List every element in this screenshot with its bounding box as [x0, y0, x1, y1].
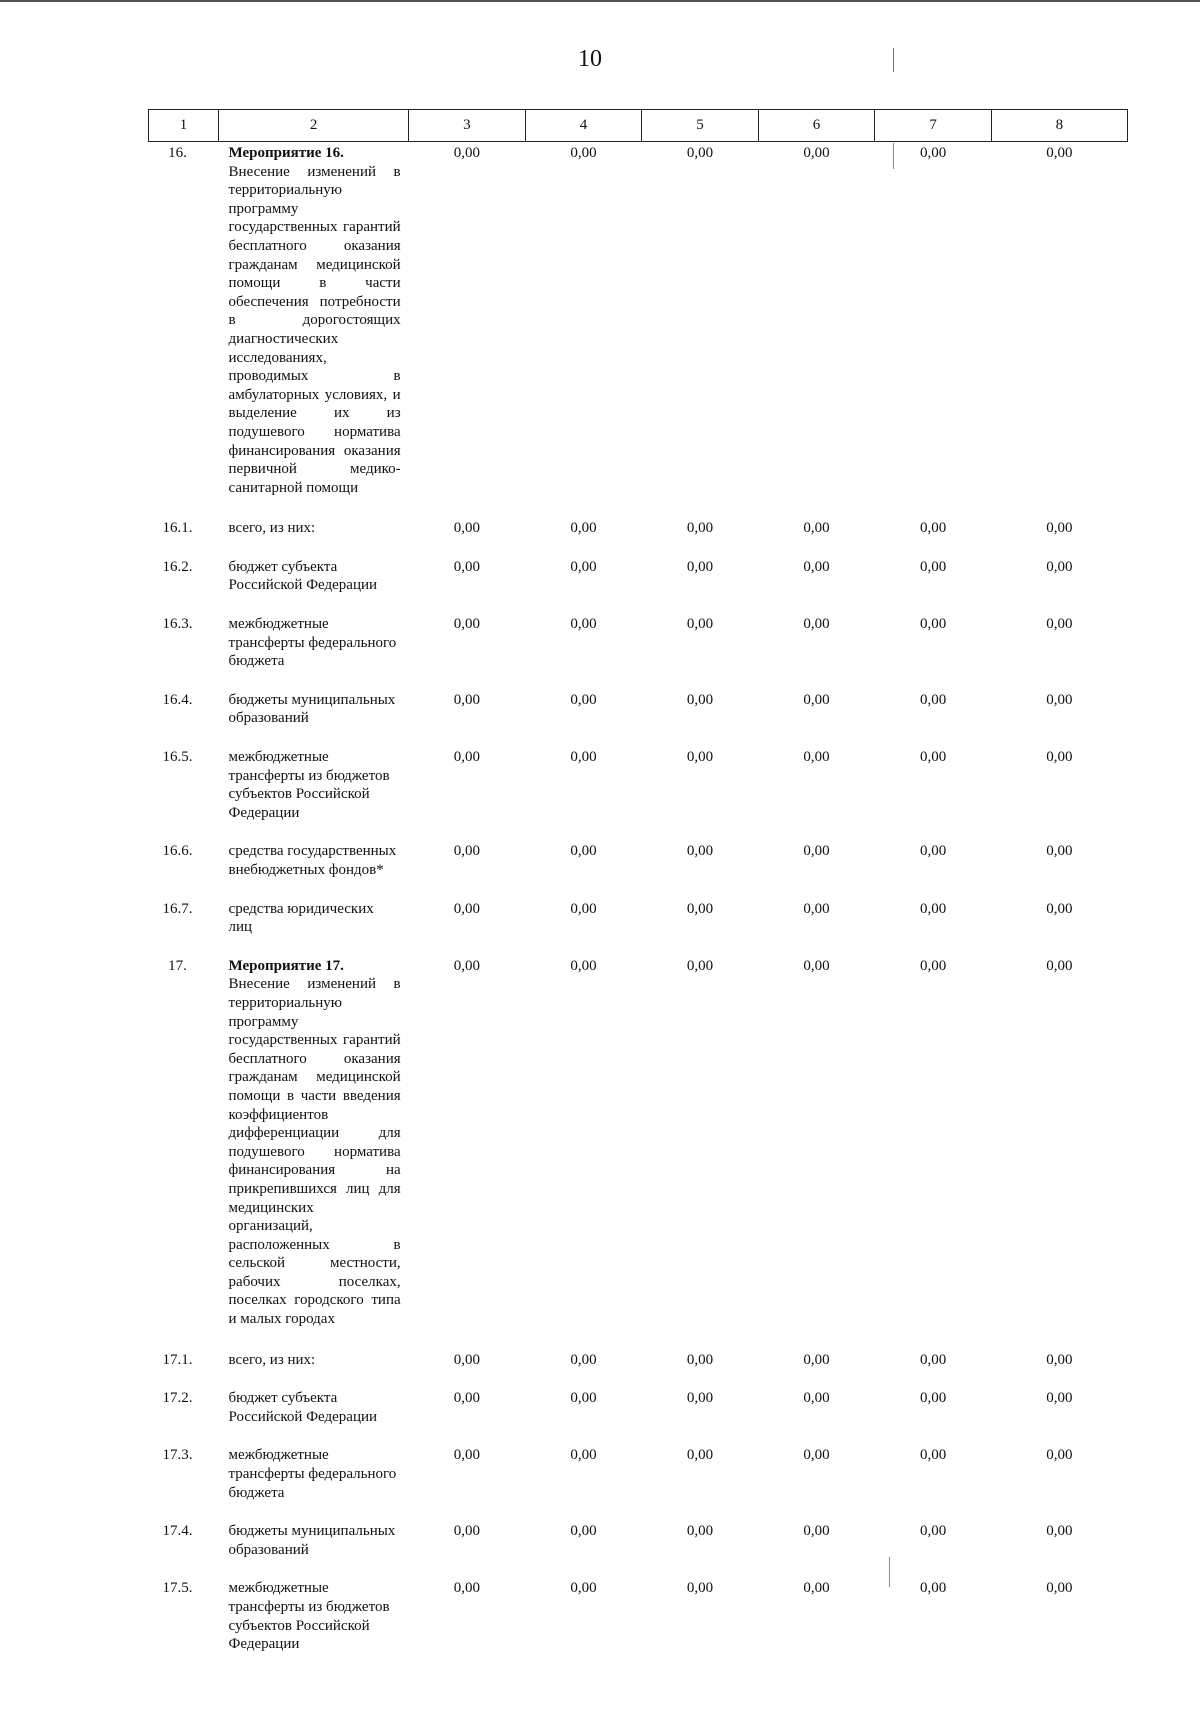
- value-cell: 0,00: [686, 616, 714, 633]
- value-cell: 0,00: [570, 1447, 597, 1464]
- row-name-cell: [219, 957, 409, 1351]
- value-cell: 0,00: [686, 145, 714, 161]
- value-cell: 0,00: [803, 145, 830, 161]
- value-cell: 0,00: [453, 957, 481, 974]
- funding-source-label: бюджет субъекта Российской Федерации: [228, 558, 378, 594]
- value-cell: 0,00: [570, 1523, 597, 1540]
- row-number: 17.: [168, 957, 187, 974]
- funding-source-label: межбюджетные трансферты федерального бюджета: [228, 616, 397, 670]
- table-row: [149, 1446, 1128, 1522]
- table-body: [149, 142, 1128, 1674]
- column-header: 6: [758, 110, 875, 142]
- row-name-cell: [219, 1522, 409, 1579]
- value-cell: 0,00: [1046, 900, 1073, 917]
- funding-source-label: всего, из них:: [228, 520, 316, 537]
- value-cell: 0,00: [570, 145, 597, 161]
- value-cell: 0,00: [453, 520, 481, 537]
- value-cell: 0,00: [803, 957, 830, 974]
- value-cell: 0,00: [570, 1580, 597, 1597]
- value-cell: 0,00: [803, 520, 830, 537]
- event-row: [149, 142, 1128, 520]
- row-number: 16.4.: [162, 691, 193, 708]
- column-header: 1: [149, 110, 219, 142]
- row-number: 16.: [168, 145, 187, 161]
- row-name-cell: [219, 1579, 409, 1673]
- value-cell: 0,00: [919, 900, 947, 917]
- row-number: 16.5.: [162, 749, 193, 766]
- event-row: [149, 957, 1128, 1351]
- row-name-cell: [219, 900, 409, 957]
- row-name-cell: [219, 748, 409, 842]
- value-cell: 0,00: [919, 691, 947, 708]
- value-cell: 0,00: [803, 1351, 830, 1368]
- top-border-line: [0, 0, 1200, 2]
- value-cell: 0,00: [686, 1523, 714, 1540]
- table-row: [149, 1351, 1128, 1390]
- value-cell: 0,00: [686, 900, 714, 917]
- scan-tick-mark: [893, 48, 894, 72]
- value-cell: 0,00: [1046, 749, 1073, 766]
- row-name-cell: [219, 1389, 409, 1446]
- value-cell: 0,00: [570, 616, 597, 633]
- scan-mark-line: [893, 143, 894, 169]
- value-cell: 0,00: [570, 1351, 597, 1368]
- row-number: 16.1.: [162, 520, 193, 537]
- column-header: 4: [525, 110, 642, 142]
- value-cell: 0,00: [570, 520, 597, 537]
- value-cell: 0,00: [570, 558, 597, 575]
- scan-mark-line: [889, 1557, 890, 1587]
- value-cell: 0,00: [686, 749, 714, 766]
- event-description: Внесение изменений в территориальную программу государственных гарантий бесплатного оказания гражданам медицинской помощи в части обеспечения потребности в дорогостоящих диагностических исследованиях, проводимых в амбулаторных условиях, и выделение их из подушевого норматива финансирования оказания первичной медико-санитарной помощи: [228, 163, 401, 496]
- financing-table: [148, 109, 1128, 1674]
- value-cell: 0,00: [919, 1390, 947, 1407]
- value-cell: 0,00: [803, 843, 830, 860]
- value-cell: 0,00: [803, 900, 830, 917]
- value-cell: 0,00: [1046, 1523, 1073, 1540]
- table-row: [149, 1522, 1128, 1579]
- value-cell: 0,00: [570, 749, 597, 766]
- value-cell: 0,00: [803, 691, 830, 708]
- value-cell: 0,00: [686, 843, 714, 860]
- row-number: 16.2.: [162, 558, 193, 575]
- value-cell: 0,00: [686, 1447, 714, 1464]
- row-name-cell: [219, 691, 409, 748]
- table-row: [149, 519, 1128, 558]
- table-row: [149, 748, 1128, 842]
- row-number: 17.2.: [162, 1390, 193, 1407]
- row-name-cell: [219, 842, 409, 899]
- row-name-cell: [219, 558, 409, 615]
- event-title: Мероприятие 16.: [228, 145, 344, 161]
- value-cell: 0,00: [803, 1580, 830, 1597]
- value-cell: 0,00: [803, 1447, 830, 1464]
- row-number: 16.3.: [162, 616, 193, 633]
- value-cell: 0,00: [686, 520, 714, 537]
- value-cell: 0,00: [803, 1390, 830, 1407]
- column-header: 2: [219, 110, 409, 142]
- column-header: 5: [642, 110, 759, 142]
- row-name-cell: [219, 142, 409, 520]
- column-header: 8: [991, 110, 1127, 142]
- value-cell: 0,00: [686, 558, 714, 575]
- table-row: [149, 842, 1128, 899]
- value-cell: 0,00: [453, 1390, 481, 1407]
- row-number: 16.6.: [162, 843, 193, 860]
- value-cell: 0,00: [686, 957, 714, 974]
- value-cell: 0,00: [1046, 843, 1073, 860]
- value-cell: 0,00: [453, 1351, 481, 1368]
- value-cell: 0,00: [570, 691, 597, 708]
- value-cell: 0,00: [453, 616, 481, 633]
- value-cell: 0,00: [1046, 1447, 1073, 1464]
- value-cell: 0,00: [570, 900, 597, 917]
- funding-source-label: бюджет субъекта Российской Федерации: [228, 1390, 378, 1425]
- value-cell: 0,00: [1046, 520, 1073, 537]
- value-cell: 0,00: [453, 145, 481, 161]
- value-cell: 0,00: [919, 1580, 947, 1597]
- value-cell: 0,00: [453, 558, 481, 575]
- value-cell: 0,00: [1046, 558, 1073, 575]
- value-cell: 0,00: [803, 1523, 830, 1540]
- row-name-cell: [219, 1446, 409, 1522]
- value-cell: 0,00: [1046, 1351, 1073, 1368]
- value-cell: 0,00: [1046, 1390, 1073, 1407]
- value-cell: 0,00: [453, 691, 481, 708]
- value-cell: 0,00: [919, 145, 947, 161]
- table-header-row: [149, 110, 1128, 142]
- funding-source-label: бюджеты муниципальных образований: [228, 1523, 396, 1558]
- value-cell: 0,00: [919, 558, 947, 575]
- value-cell: 0,00: [453, 900, 481, 917]
- value-cell: 0,00: [1046, 145, 1073, 161]
- funding-source-label: межбюджетные трансферты из бюджетов субъектов Российской Федерации: [228, 1580, 390, 1653]
- value-cell: 0,00: [803, 558, 830, 575]
- value-cell: 0,00: [453, 843, 481, 860]
- funding-source-label: всего, из них:: [228, 1351, 316, 1368]
- funding-source-label: межбюджетные трансферты из бюджетов субъектов Российской Федерации: [228, 749, 390, 821]
- value-cell: 0,00: [919, 1447, 947, 1464]
- value-cell: 0,00: [919, 520, 947, 537]
- row-number: 17.5.: [162, 1580, 193, 1597]
- row-number: 17.1.: [162, 1351, 193, 1368]
- event-description: Внесение изменений в территориальную программу государственных гарантий бесплатного оказания гражданам медицинской помощи в части введения коэффициентов дифференциации для подушевого норматива финансирования на прикрепившихся лиц для медицинских организаций, расположенных в сельской местности, рабочих поселках, поселках городского типа и малых городах: [228, 976, 401, 1328]
- page-number: 10: [578, 46, 602, 72]
- funding-source-label: средства государственных внебюджетных фондов*: [228, 843, 397, 878]
- value-cell: 0,00: [453, 1523, 481, 1540]
- value-cell: 0,00: [1046, 957, 1073, 974]
- row-name-cell: [219, 1351, 409, 1390]
- event-title: Мероприятие 17.: [228, 957, 344, 974]
- value-cell: 0,00: [686, 691, 714, 708]
- value-cell: 0,00: [1046, 1580, 1073, 1597]
- row-number: 17.3.: [162, 1447, 193, 1464]
- value-cell: 0,00: [919, 749, 947, 766]
- value-cell: 0,00: [453, 749, 481, 766]
- table-row: [149, 615, 1128, 691]
- value-cell: 0,00: [919, 1351, 947, 1368]
- value-cell: 0,00: [686, 1390, 714, 1407]
- row-number: 17.4.: [162, 1523, 193, 1540]
- value-cell: 0,00: [570, 957, 597, 974]
- column-header: 7: [875, 110, 992, 142]
- value-cell: 0,00: [803, 749, 830, 766]
- value-cell: 0,00: [570, 843, 597, 860]
- value-cell: 0,00: [919, 843, 947, 860]
- row-number: 16.7.: [162, 900, 193, 917]
- value-cell: 0,00: [1046, 691, 1073, 708]
- table-row: [149, 900, 1128, 957]
- value-cell: 0,00: [919, 1523, 947, 1540]
- funding-source-label: межбюджетные трансферты федерального бюджета: [228, 1447, 397, 1501]
- value-cell: 0,00: [686, 1580, 714, 1597]
- table-row: [149, 1579, 1128, 1673]
- value-cell: 0,00: [919, 616, 947, 633]
- table-row: [149, 558, 1128, 615]
- value-cell: 0,00: [1046, 616, 1073, 633]
- value-cell: 0,00: [570, 1390, 597, 1407]
- value-cell: 0,00: [803, 616, 830, 633]
- value-cell: 0,00: [919, 957, 947, 974]
- funding-source-label: средства юридических лиц: [228, 900, 374, 936]
- value-cell: 0,00: [453, 1447, 481, 1464]
- table-row: [149, 691, 1128, 748]
- row-name-cell: [219, 519, 409, 558]
- column-header: 3: [409, 110, 526, 142]
- table-row: [149, 1389, 1128, 1446]
- row-name-cell: [219, 615, 409, 691]
- value-cell: 0,00: [686, 1351, 714, 1368]
- funding-source-label: бюджеты муниципальных образований: [228, 691, 396, 727]
- value-cell: 0,00: [453, 1580, 481, 1597]
